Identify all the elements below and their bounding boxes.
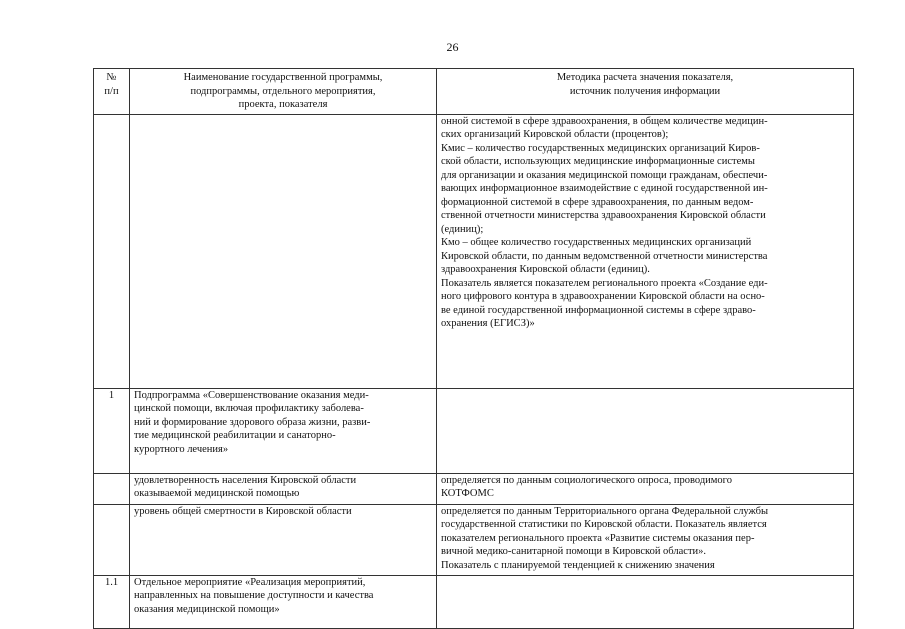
row-name: Отдельное мероприятие «Реализация мероприятий, направленных на повышение доступности и качества оказания медицинской помощи» (130, 575, 437, 628)
row-method: онной системой в сфере здравоохранения, в общем количестве медицин- ских организаций Кировской области (процентов); Кмис – количество государственных медицинских организаций Киров- ской области, использующих медицинские информационные системы для организации и оказания медицинской помощи гражданам, обеспечи- вающих информационное взаимодействие с единой государственной ин- формационной системой в сфере здравоохранения, по данным ведом- ственной отчетности министерства здравоохранения Кировской области (единиц); Кмо – общее количество государственных медицинских организаций Кировской области, по данным ведомственной отчетности министерства здравоохранения Кировской области (единиц). Показатель является показателем регионального проекта «Создание еди- ного цифрового контура в здравоохранении Кировской области на осно- ве единой государственной информационной системы в сфере здраво- охранения (ЕГИСЗ)» (437, 114, 854, 388)
header-num: № п/п (94, 69, 130, 115)
page-number: 26 (446, 40, 459, 54)
table-row (94, 504, 854, 575)
table-row (94, 473, 854, 504)
row-method (437, 575, 854, 628)
header-method: Методика расчета значения показателя, источник получения информации (437, 69, 854, 115)
row-method: определяется по данным Территориального органа Федеральной службы государственной статистики по Кировской области. Показатель является показателем регионального проекта «Развитие системы оказания пер- вичной медико-санитарной помощи в Кировской области». Показатель с планируемой тенденцией к снижению значения (437, 504, 854, 575)
row-num: 1 (94, 388, 130, 473)
table-header-row (94, 69, 854, 115)
row-name: Подпрограмма «Совершенствование оказания меди- цинской помощи, включая профилактику заболева- ний и формирование здорового образа жизни, разви- тие медицинской реабилитации и санаторно- курортного лечения» (130, 388, 437, 473)
row-num: 1.1 (94, 575, 130, 628)
row-name: уровень общей смертности в Кировской области (130, 504, 437, 575)
row-method: определяется по данным социологического опроса, проводимого КОТФОМС (437, 473, 854, 504)
row-method (437, 388, 854, 473)
row-name: удовлетворенность населения Кировской области оказываемой медицинской помощью (130, 473, 437, 504)
table-row (94, 575, 854, 628)
row-name (130, 114, 437, 388)
row-num (94, 114, 130, 388)
row-num (94, 504, 130, 575)
table-row (94, 388, 854, 473)
row-num (94, 473, 130, 504)
header-name: Наименование государственной программы, подпрограммы, отдельного мероприятия, проекта, показателя (130, 69, 437, 115)
indicator-table (93, 68, 854, 629)
table-row (94, 114, 854, 388)
